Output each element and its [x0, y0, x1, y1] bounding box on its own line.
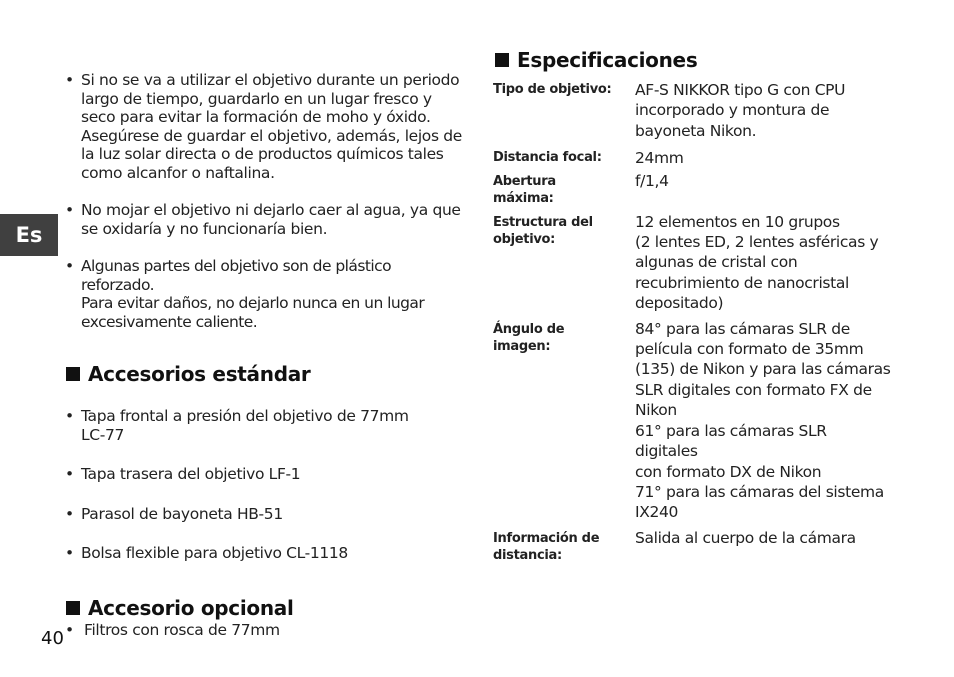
optional-item: • Filtros con rosca de 77mm: [62, 621, 462, 640]
spec-label: Distancia focal:: [493, 150, 602, 166]
spec-row-lens-construction: [493, 212, 893, 314]
specs-heading-text: Especificaciones: [517, 48, 698, 72]
care-item: • Algunas partes del objetivo son de plástico reforzado. Para evitar daños, no dejarlo nunca en un lugar excesivamente caliente.: [62, 257, 462, 331]
spec-value: 12 elementos en 10 grupos (2 lentes ED, 2 lentes asféricas y algunas de cristal con recubrimiento de nanocristal depositado): [635, 212, 879, 313]
care-list: [62, 52, 462, 350]
specs-heading: [493, 48, 893, 72]
optional-heading-text: Accesorio opcional: [88, 595, 294, 620]
spec-row-focal-length: [493, 148, 893, 168]
spec-value: Salida al cuerpo de la cámara: [635, 528, 856, 547]
optional-heading: [62, 596, 462, 620]
spec-label: Ángulo de imagen:: [493, 321, 565, 354]
spec-value: f/1,4: [635, 171, 669, 190]
accessories-list: [62, 388, 462, 584]
square-bullet-icon: [66, 601, 80, 615]
language-tab: [0, 214, 58, 256]
accessory-item: • Parasol de bayoneta HB-51: [62, 505, 462, 524]
spec-label: Abertura máxima:: [493, 173, 556, 206]
accessory-item: • Tapa trasera del objetivo LF-1: [62, 465, 462, 484]
spec-row-distance-info: [493, 528, 893, 564]
spec-value: AF-S NIKKOR tipo G con CPU incorporado y montura de bayoneta Nikon.: [635, 81, 846, 140]
spec-label: Información de distancia:: [493, 530, 600, 563]
accessories-heading-text: Accesorios estándar: [88, 362, 311, 386]
care-item: • No mojar el objetivo ni dejarlo caer al agua, ya que se oxidaría y no funcionaría bien.: [62, 201, 462, 238]
optional-list: [62, 621, 462, 640]
accessories-heading: [62, 362, 462, 386]
left-column: [62, 52, 462, 639]
spec-row-max-aperture: [493, 171, 893, 207]
spec-row-angle-of-view: [493, 319, 893, 523]
spec-row-lens-type: [493, 80, 893, 141]
language-tab-label: Es: [15, 223, 43, 247]
spec-label: Tipo de objetivo:: [493, 82, 612, 97]
spec-value: 24mm: [635, 149, 684, 168]
spec-value: 84° para las cámaras SLR de película con formato de 35mm (135) de Nikon y para las cámaras SLR digitales con formato FX de Nikon 61° para las cámaras SLR digitales con formato DX de Nikon 71° para las cámaras del sistema IX240: [635, 319, 891, 522]
accessory-item: • Tapa frontal a presión del objetivo de 77mm LC-77: [62, 407, 462, 444]
right-column: [493, 48, 893, 564]
specs-table: [493, 80, 893, 564]
page-number: 40: [41, 628, 64, 649]
accessory-item: • Bolsa flexible para objetivo CL-1118: [62, 544, 462, 563]
care-item: • Si no se va a utilizar el objetivo durante un periodo largo de tiempo, guardarlo en un lugar fresco y seco para evitar la formación de moho y óxido. Asegúrese de guardar el objetivo, además, lejos de la luz solar directa o de productos químicos tales como alcanfor o naftalina.: [62, 71, 462, 182]
square-bullet-icon: [66, 367, 80, 381]
spec-label: Estructura del objetivo:: [493, 214, 593, 247]
square-bullet-icon: [495, 53, 509, 67]
